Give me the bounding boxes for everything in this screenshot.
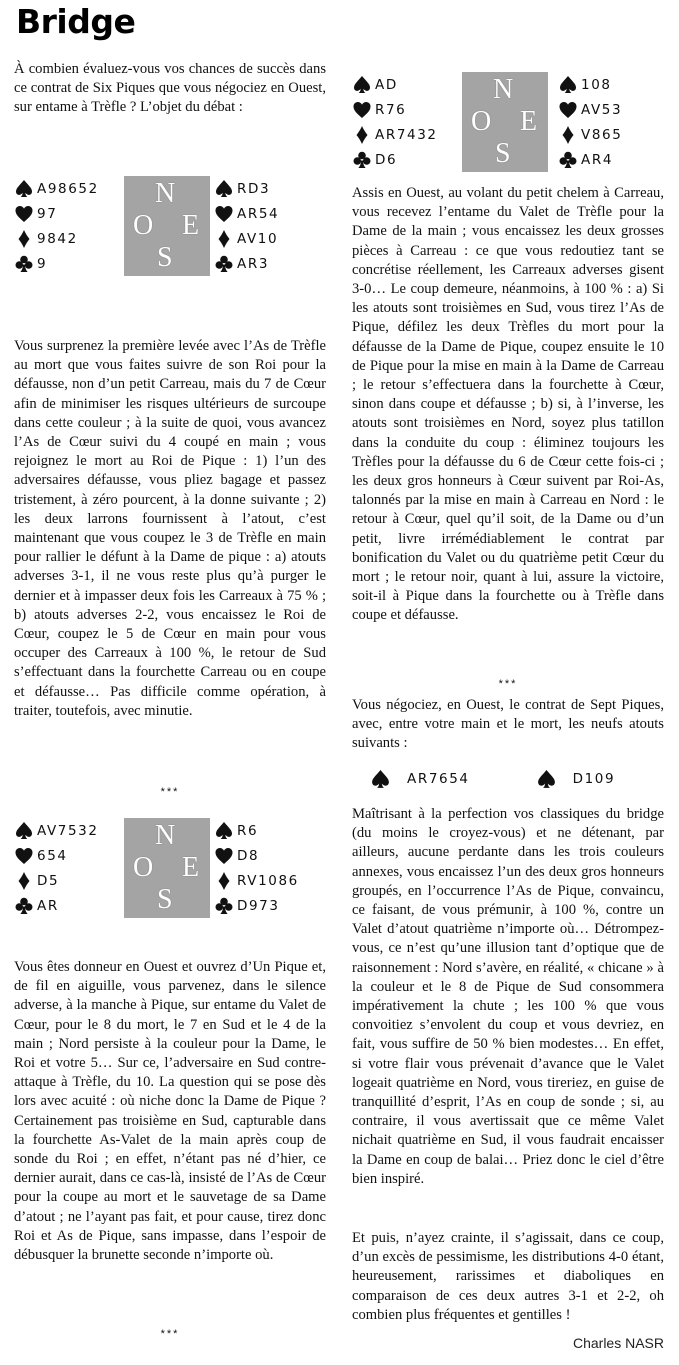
hand-cards: AR54 [237, 205, 280, 222]
west-hand [352, 72, 438, 172]
hand-cards: R76 [375, 101, 407, 118]
separator: *** [160, 1328, 180, 1340]
page-title: Bridge [16, 2, 136, 41]
hand-cards: R6 [237, 822, 259, 839]
diamond-icon [558, 125, 578, 145]
compass-east: E [182, 210, 200, 241]
compass-west: O [133, 852, 154, 883]
trump-holding [370, 766, 670, 792]
hand-cards: V865 [581, 126, 623, 143]
club-icon [558, 150, 578, 170]
compass-box [124, 176, 210, 276]
club-icon [14, 896, 34, 916]
diamond-icon [214, 229, 234, 249]
compass-north: N [155, 178, 176, 209]
author-signature: Charles NASR [572, 1335, 664, 1351]
hand-cards: 9 [37, 255, 48, 272]
deal-diagram-2 [14, 818, 330, 918]
spade-icon [352, 75, 372, 95]
hand-cards: AV10 [237, 230, 279, 247]
compass-south: S [157, 884, 173, 915]
problem2-text: Vous êtes donneur en Ouest et ouvrez d’Un Pique et, de fil en aiguille, vous parvenez, dans le silence adverse, à la manche à Pique, sur entame du Valet de Cœur, pour le 8 du mort, le 7 en Sud et le 4 de la main ; Nord persiste à la couleur pour la Dame, le Roi et votre 5… Sur ce, l’adversaire en Sud contre-attaque à Trèfle, du 10. La question qui se pose dès lors avec acuité : où niche donc la Dame de Pique ? Certainement pas troisième en Sud, capturable dans la fourchette As-Valet de la main après coup de sonde du Roi ; en effet, n’étant pas né d’hier, ce dernier aurait, dans ce cas-là, insisté de l’As de Cœur pour la coupe au mort et le sauvetage de sa Dame d’atout ; ne l’ayant pas fait, et pour cause, tirez donc Roi et As de Pique, sans impasse, dans l’espoir de débusquer la brunette seconde n’importe où. [14, 959, 326, 1264]
west-trumps: AR7654 [407, 771, 470, 787]
heart-icon [214, 204, 234, 224]
hand-cards: 108 [581, 76, 612, 93]
hand-cards: RD3 [237, 180, 271, 197]
compass-box [124, 818, 210, 918]
problem4-text-2: Et puis, n’ayez crainte, il s’agissait, dans ce coup, d’un excès de pessimisme, les distributions 4-0 étant, heureusement, rarissimes et diaboliques en comparaison de ces deux autres 3-1 et 2-2, oh combien plus fréquentes et gentilles ! [352, 1230, 664, 1323]
compass-north: N [155, 820, 176, 851]
compass-south: S [157, 242, 173, 273]
compass-box [462, 72, 548, 172]
east-trumps: D109 [572, 771, 616, 787]
separator: *** [160, 786, 180, 798]
east-hand [214, 818, 299, 918]
compass-south: S [495, 138, 511, 169]
spade-icon [536, 769, 557, 790]
hand-cards: AR3 [237, 255, 270, 272]
hand-cards: 9842 [37, 230, 78, 247]
spade-icon [214, 179, 234, 199]
problem3-text: Assis en Ouest, au volant du petit chelem à Carreau, vous recevez l’entame du Valet de Trèfle pour la Dame de la main ; vous encaissez les deux grosses pièces à Carreau : ce que vous redoutiez tant se concrétise réellement, les Carreaux adverses gisent 3-0… Le coup demeure, néanmoins, à 100 % : a) Si les atouts sont troisièmes en Sud, vous tirez l’As de Pique, défilez les deux Trèfles du mort pour la défausse de la Dame de Pique, coupez ensuite le 10 de Pique pour la mise en main à la Dame de Carreau ; le retour s’effectuera dans la fourchette à Cœur, sinon dans coupe et défausse ; b) si, à l’inverse, les atouts sont troisièmes en Nord, soyez plus tatillon dans la conduite du coup : éliminez toujours les Trèfles pour la défausse du 6 de Cœur cette fois-ci ; les deux gros honneurs à Cœur suivent par Roi-As, talonnés par la mise en main à Carreau en Nord : le retour à Cœur, quel qu’il soit, de la Dame ou d’un petit, livre irrémédiablement le contrat par bonification du Valet ou du quatrième petit Cœur du mort ; le retour noir, quant à lui, assure la victoire, soit-il à Pique dans la fourchette ou à Trèfle dans coupe et défausse. [352, 185, 664, 624]
hand-cards: D973 [237, 897, 280, 914]
heart-icon [214, 846, 234, 866]
west-hand [14, 176, 99, 276]
problem1-intro: À combien évaluez-vous vos chances de succès dans ce contrat de Six Piques que vous négociez en Ouest, sur entame à Trèfle ? L’objet du débat : [14, 61, 326, 116]
problem4-intro: Vous négociez, en Ouest, le contrat de Sept Piques, avec, entre votre main et le mort, les neufs atouts suivants : [352, 697, 664, 752]
diamond-icon [352, 125, 372, 145]
east-hand [558, 72, 622, 172]
club-icon [214, 896, 234, 916]
club-icon [352, 150, 372, 170]
hand-cards: D5 [37, 872, 60, 889]
left-column [14, 0, 326, 1365]
compass-west: O [471, 106, 492, 137]
right-column [352, 0, 664, 1365]
hand-cards: AR7432 [375, 126, 438, 143]
deal-diagram-3 [352, 72, 668, 172]
east-hand [214, 176, 279, 276]
diamond-icon [14, 229, 34, 249]
west-hand [14, 818, 99, 918]
compass-east: E [520, 106, 538, 137]
compass-north: N [493, 74, 514, 105]
compass-west: O [133, 210, 154, 241]
club-icon [214, 254, 234, 274]
diamond-icon [14, 871, 34, 891]
hand-cards: AR [37, 897, 59, 914]
problem4-text: Maîtrisant à la perfection vos classiques du bridge (du moins le croyez-vous) et ne détenant, par ailleurs, aucune perdante dans les trois couleurs annexes, vous encaissez l’un des deux gros honneurs groupés, en l’occurrence l’As de Pique, convaincu, ce faisant, de vous prémunir, à 100 %, contre un Valet d’atout quatrième n’importe où… Détrompez-vous, ce n’est qu’une illusion tant d’optique que de raisonnement : Nord s’avère, en réalité, « chicane » à la couleur et le 8 de Pique de Sud consommera impérativement la chute ; les 100 % que vous convoitiez s’envolent du coup et vous devriez, en fait, vous suffire de 50 % bien modestes… En effet, si votre flair vous prévenait d’avance que le Valet logeait quatrième en Nord, vous tireriez, en guise de tranquillité d’esprit, l’As en coup de sonde ; si, au contraire, il vous avertissait que ce même Valet nichait quatrième en Sud, il vous faudrait encaisser la Dame en coup de balai… Priez donc le ciel d’être bien inspiré. [352, 806, 664, 1187]
heart-icon [14, 204, 34, 224]
deal-diagram-1 [14, 176, 330, 276]
spade-icon [558, 75, 578, 95]
hand-cards: 97 [37, 205, 58, 222]
hand-cards: RV1086 [237, 872, 299, 889]
club-icon [14, 254, 34, 274]
hand-cards: A98652 [37, 180, 99, 197]
separator: *** [498, 678, 518, 690]
spade-icon [214, 821, 234, 841]
heart-icon [352, 100, 372, 120]
heart-icon [14, 846, 34, 866]
spade-icon [14, 821, 34, 841]
hand-cards: 654 [37, 847, 68, 864]
problem1-solution: Vous surprenez la première levée avec l’As de Trèfle au mort que vous faites suivre de son Roi pour la défausse, non d’un petit Carreau, mais du 7 de Cœur afin de minimiser les risques ultérieurs de surcoupe dans cette couleur ; à la suite de quoi, vous avancez l’As de Cœur suivi du 4 coupé en main ; vous rejoignez le mort au Roi de Pique : 1) l’un des adversaires défausse, vous pliez bagage et passez tristement, à zéro pourcent, à la donne suivante ; 2) les deux larrons fournissent à l’atout, c’est maintenant que vous coupez le 3 de Trèfle en main pour rallier le défunt à la Dame de pique : a) atouts adverses 3-1, il ne vous reste plus qu’à purger le dernier et à impasser deux fois les Carreaux à 75 % ; b) atouts adverses 2-2, vous encaissez le Roi de Cœur, coupez le 5 de Cœur en main pour vous occuper des Carreaux à 100 %, le retour de Sud s’effectuant dans la fourchette Carreau ou en coupe et défausse… Pas difficile comme opération, à traiter, toutefois, avec minutie. [14, 338, 326, 719]
spade-icon [14, 179, 34, 199]
compass-east: E [182, 852, 200, 883]
hand-cards: D8 [237, 847, 260, 864]
hand-cards: AD [375, 76, 398, 93]
diamond-icon [214, 871, 234, 891]
heart-icon [558, 100, 578, 120]
spade-icon [370, 769, 391, 790]
hand-cards: D6 [375, 151, 398, 168]
hand-cards: AV53 [581, 101, 623, 118]
hand-cards: AV7532 [37, 822, 99, 839]
hand-cards: AR4 [581, 151, 614, 168]
